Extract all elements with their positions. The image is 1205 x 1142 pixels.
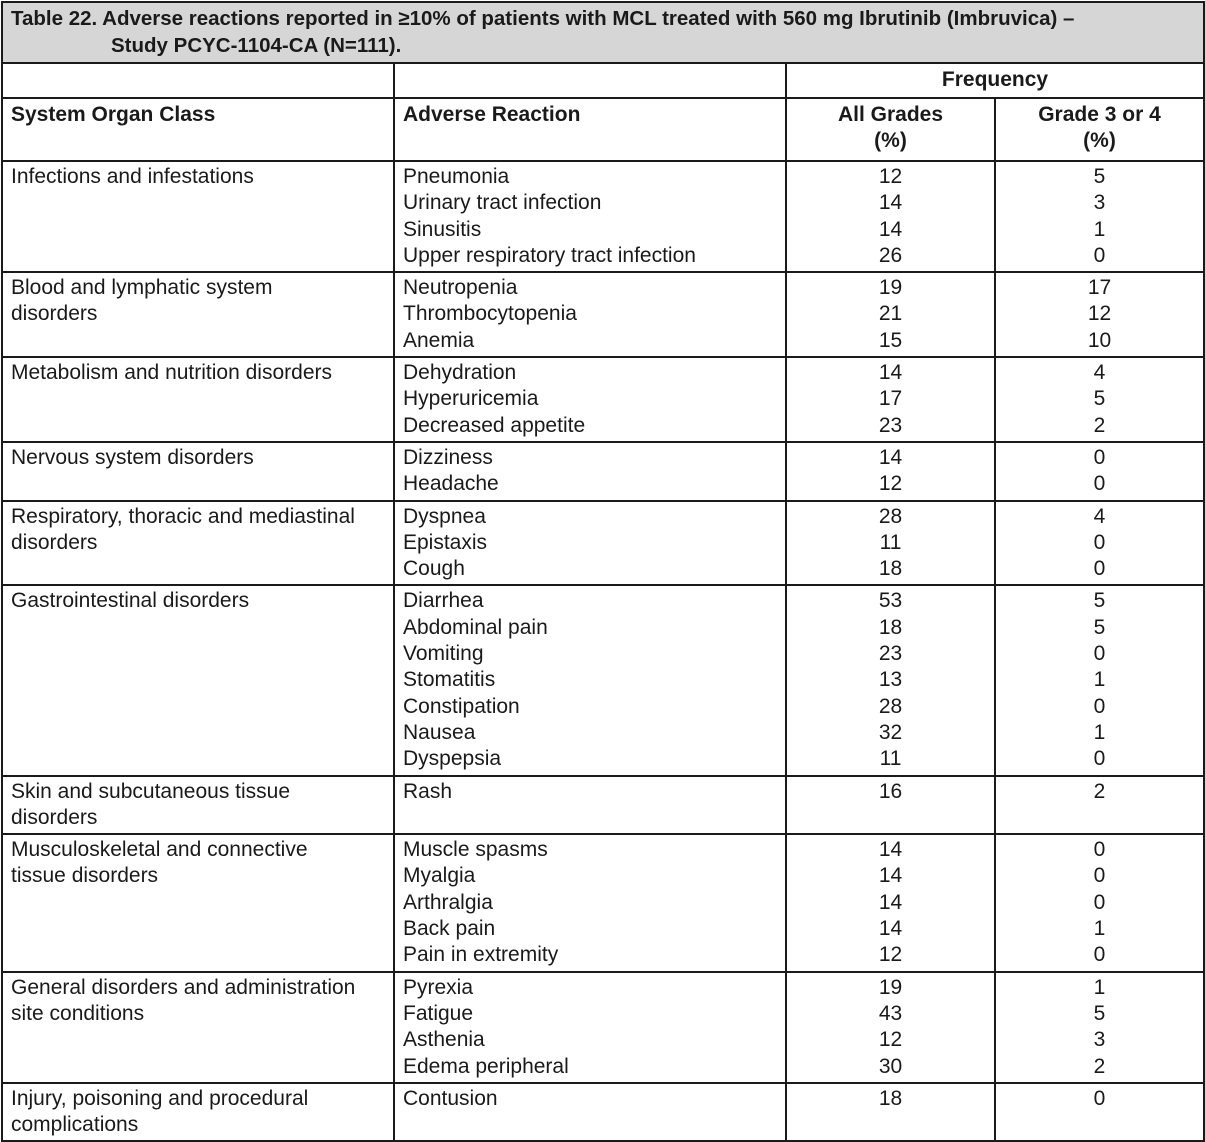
all-grades-value: 17: [878, 387, 903, 411]
table-caption: [2, 2, 1204, 63]
system-organ-class-cell: [2, 501, 394, 586]
header-adverse-reaction: Adverse Reaction: [394, 98, 786, 161]
table-row: [2, 357, 1204, 442]
adverse-reaction-text: Urinary tract infection: [403, 191, 602, 215]
grade34-cell: [995, 161, 1204, 272]
system-organ-class-text: disorders: [11, 302, 98, 326]
all-grades-value: 21: [878, 302, 903, 326]
grade34-value: 17: [1087, 276, 1112, 300]
grade34-value: 0: [1093, 890, 1106, 914]
header-system-organ-class: System Organ Class: [2, 98, 394, 161]
grade34-value: 4: [1093, 504, 1106, 528]
adverse-reaction-text: Arthralgia: [403, 890, 493, 914]
header-row-columns: [2, 98, 1204, 161]
all-grades-value: 18: [878, 557, 903, 581]
table-row: [2, 834, 1204, 971]
system-organ-class-text: Infections and infestations: [11, 165, 254, 188]
all-grades-value: 14: [878, 361, 903, 385]
all-grades-cell: [786, 357, 995, 442]
all-grades-cell: [786, 972, 995, 1083]
grade34-value: 12: [1087, 302, 1112, 326]
adverse-reaction-text: Thrombocytopenia: [403, 302, 577, 326]
system-organ-class-cell: [2, 1083, 394, 1142]
grade34-value: 0: [1093, 243, 1106, 267]
system-organ-class-text: complications: [11, 1113, 139, 1137]
grade34-value: 0: [1093, 530, 1106, 554]
grade34-cell: [995, 972, 1204, 1083]
adverse-reaction-cell: [394, 1083, 786, 1142]
adverse-reaction-text: Stomatitis: [403, 668, 496, 692]
grade34-value: 1: [1093, 720, 1106, 744]
adverse-reaction-text: Contusion: [403, 1086, 498, 1110]
all-grades-value: 14: [878, 217, 903, 241]
adverse-reaction-text: Myalgia: [403, 864, 476, 888]
grade34-cell: [995, 272, 1204, 357]
table-row: [2, 442, 1204, 501]
system-organ-class-text: site conditions: [11, 1001, 145, 1025]
header-all-grades: [786, 98, 995, 161]
adverse-reaction-text: Asthenia: [403, 1028, 485, 1052]
adverse-reaction-cell: [394, 161, 786, 272]
grade34-value: 0: [1093, 943, 1106, 967]
adverse-reaction-text: Back pain: [403, 917, 496, 941]
all-grades-value: 14: [878, 864, 903, 888]
all-grades-value: 11: [879, 747, 902, 771]
grade34-value: 5: [1093, 589, 1106, 613]
grade34-value: 0: [1093, 445, 1106, 469]
system-organ-class-cell: [2, 834, 394, 971]
all-grades-value: 14: [878, 445, 903, 469]
grade34-value: 0: [1093, 838, 1106, 862]
adverse-reaction-text: Dyspepsia: [403, 747, 502, 771]
all-grades-value: 43: [878, 1001, 903, 1025]
system-organ-class-text: disorders: [11, 530, 98, 554]
all-grades-value: 53: [878, 589, 903, 613]
grade34-value: 0: [1093, 864, 1106, 888]
grade34-value: 1: [1093, 668, 1106, 692]
all-grades-value: 19: [878, 276, 903, 300]
system-organ-class-text: Gastrointestinal disorders: [11, 589, 250, 613]
adverse-reaction-text: Pyrexia: [403, 975, 474, 999]
table-row: [2, 585, 1204, 775]
header-blank-cell: [394, 63, 786, 98]
adverse-reaction-text: Dehydration: [403, 361, 517, 385]
adverse-reaction-text: Rash: [403, 779, 453, 803]
all-grades-value: 13: [878, 668, 903, 692]
grade34-value: 0: [1093, 557, 1106, 581]
adverse-reaction-text: Cough: [403, 557, 465, 581]
adverse-reaction-text: Epistaxis: [403, 530, 488, 554]
adverse-reaction-text: Vomiting: [403, 642, 484, 666]
all-grades-cell: [786, 585, 995, 775]
header-grade34-unit: (%): [1083, 129, 1116, 153]
grade34-value: 3: [1093, 1028, 1106, 1052]
all-grades-value: 12: [878, 165, 903, 188]
grade34-cell: [995, 1083, 1204, 1142]
all-grades-value: 18: [878, 1086, 903, 1110]
adverse-reaction-cell: [394, 272, 786, 357]
grade34-value: 0: [1093, 1086, 1106, 1110]
all-grades-value: 14: [878, 838, 903, 862]
header-grade34-label: Grade 3 or 4: [1038, 103, 1161, 126]
system-organ-class-text: Metabolism and nutrition disorders: [11, 361, 332, 385]
all-grades-cell: [786, 776, 995, 835]
adverse-reaction-text: Decreased appetite: [403, 413, 586, 437]
system-organ-class-text: disorders: [11, 805, 98, 829]
all-grades-value: 15: [878, 328, 903, 352]
grade34-value: 1: [1093, 917, 1106, 941]
grade34-value: 3: [1093, 191, 1106, 215]
all-grades-cell: [786, 1083, 995, 1142]
all-grades-value: 11: [879, 530, 902, 554]
grade34-value: 4: [1093, 361, 1106, 385]
header-frequency: Frequency: [786, 63, 1204, 98]
adverse-reaction-text: Edema peripheral: [403, 1054, 569, 1078]
grade34-cell: [995, 501, 1204, 586]
grade34-cell: [995, 776, 1204, 835]
adverse-reaction-cell: [394, 776, 786, 835]
system-organ-class-cell: [2, 442, 394, 501]
grade34-value: 0: [1093, 472, 1106, 496]
caption-row: [2, 2, 1204, 63]
adverse-reaction-cell: [394, 585, 786, 775]
system-organ-class-text: tissue disorders: [11, 864, 159, 888]
table-body: [2, 161, 1204, 1141]
all-grades-value: 28: [878, 504, 903, 528]
adverse-reaction-text: Anemia: [403, 328, 475, 352]
all-grades-value: 26: [878, 243, 903, 267]
all-grades-value: 32: [878, 720, 903, 744]
grade34-cell: [995, 357, 1204, 442]
adverse-reaction-text: Diarrhea: [403, 589, 484, 613]
all-grades-value: 12: [878, 472, 903, 496]
adverse-reaction-cell: [394, 357, 786, 442]
header-grade-3-or-4: [995, 98, 1204, 161]
grade34-value: 5: [1093, 1001, 1106, 1025]
adverse-reactions-table: [1, 1, 1205, 1142]
adverse-reaction-text: Upper respiratory tract infection: [403, 243, 696, 267]
adverse-reaction-text: Nausea: [403, 720, 476, 744]
adverse-reaction-text: Dyspnea: [403, 504, 486, 528]
grade34-value: 10: [1087, 328, 1112, 352]
adverse-reaction-cell: [394, 501, 786, 586]
header-all-grades-unit: (%): [874, 129, 907, 153]
all-grades-value: 14: [878, 917, 903, 941]
header-blank-cell: [2, 63, 394, 98]
all-grades-value: 19: [878, 975, 903, 999]
system-organ-class-cell: [2, 585, 394, 775]
grade34-value: 0: [1093, 642, 1106, 666]
all-grades-value: 28: [878, 694, 903, 718]
all-grades-value: 23: [878, 413, 903, 437]
system-organ-class-text: Skin and subcutaneous tissue: [11, 779, 291, 803]
grade34-value: 5: [1093, 387, 1106, 411]
grade34-cell: [995, 834, 1204, 971]
table-row: [2, 161, 1204, 272]
table-row: [2, 1083, 1204, 1142]
grade34-value: 1: [1093, 217, 1106, 241]
table-row: [2, 501, 1204, 586]
grade34-cell: [995, 442, 1204, 501]
grade34-cell: [995, 585, 1204, 775]
system-organ-class-text: General disorders and administration: [11, 975, 356, 999]
all-grades-value: 12: [878, 1028, 903, 1052]
header-row-frequency: [2, 63, 1204, 98]
adverse-reaction-cell: [394, 834, 786, 971]
header-all-grades-label: All Grades: [837, 103, 944, 126]
adverse-reaction-cell: [394, 442, 786, 501]
all-grades-value: 30: [878, 1054, 903, 1078]
all-grades-cell: [786, 834, 995, 971]
grade34-value: 0: [1093, 747, 1106, 771]
adverse-reaction-text: Pain in extremity: [403, 943, 559, 967]
caption-line-2: Study PCYC-1104-CA (N=111).: [111, 34, 402, 57]
system-organ-class-cell: [2, 776, 394, 835]
all-grades-cell: [786, 161, 995, 272]
adverse-reaction-text: Pneumonia: [403, 165, 510, 188]
adverse-reaction-cell: [394, 972, 786, 1083]
adverse-reaction-text: Abdominal pain: [403, 615, 548, 639]
table-row: [2, 972, 1204, 1083]
grade34-value: 1: [1093, 975, 1106, 999]
grade34-value: 2: [1093, 413, 1106, 437]
adverse-reaction-text: Sinusitis: [403, 217, 482, 241]
table-row: [2, 272, 1204, 357]
adverse-reaction-text: Fatigue: [403, 1001, 474, 1025]
system-organ-class-cell: [2, 272, 394, 357]
all-grades-value: 18: [878, 615, 903, 639]
all-grades-cell: [786, 501, 995, 586]
system-organ-class-cell: [2, 972, 394, 1083]
grade34-value: 5: [1093, 615, 1106, 639]
all-grades-value: 14: [878, 890, 903, 914]
system-organ-class-text: Nervous system disorders: [11, 445, 254, 469]
caption-line-1: Table 22. Adverse reactions reported in ≥10% of patients with MCL treated with 560 mg Ibrutinib (Imbruvica) –: [11, 7, 1075, 30]
grade34-value: 2: [1093, 1054, 1106, 1078]
all-grades-value: 12: [878, 943, 903, 967]
all-grades-value: 23: [878, 642, 903, 666]
adverse-reaction-text: Muscle spasms: [403, 838, 548, 862]
all-grades-cell: [786, 272, 995, 357]
adverse-reaction-text: Constipation: [403, 694, 520, 718]
adverse-reaction-text: Neutropenia: [403, 276, 518, 300]
all-grades-value: 16: [878, 779, 903, 803]
all-grades-value: 14: [878, 191, 903, 215]
system-organ-class-cell: [2, 161, 394, 272]
grade34-value: 5: [1093, 165, 1106, 188]
grade34-value: 0: [1093, 694, 1106, 718]
system-organ-class-cell: [2, 357, 394, 442]
system-organ-class-text: Injury, poisoning and procedural: [11, 1086, 309, 1110]
adverse-reaction-text: Dizziness: [403, 445, 493, 469]
adverse-reaction-text: Headache: [403, 472, 499, 496]
grade34-value: 2: [1093, 779, 1106, 803]
all-grades-cell: [786, 442, 995, 501]
system-organ-class-text: Blood and lymphatic system: [11, 276, 273, 300]
table-row: [2, 776, 1204, 835]
adverse-reaction-text: Hyperuricemia: [403, 387, 539, 411]
system-organ-class-text: Musculoskeletal and connective: [11, 838, 308, 862]
system-organ-class-text: Respiratory, thoracic and mediastinal: [11, 504, 355, 528]
